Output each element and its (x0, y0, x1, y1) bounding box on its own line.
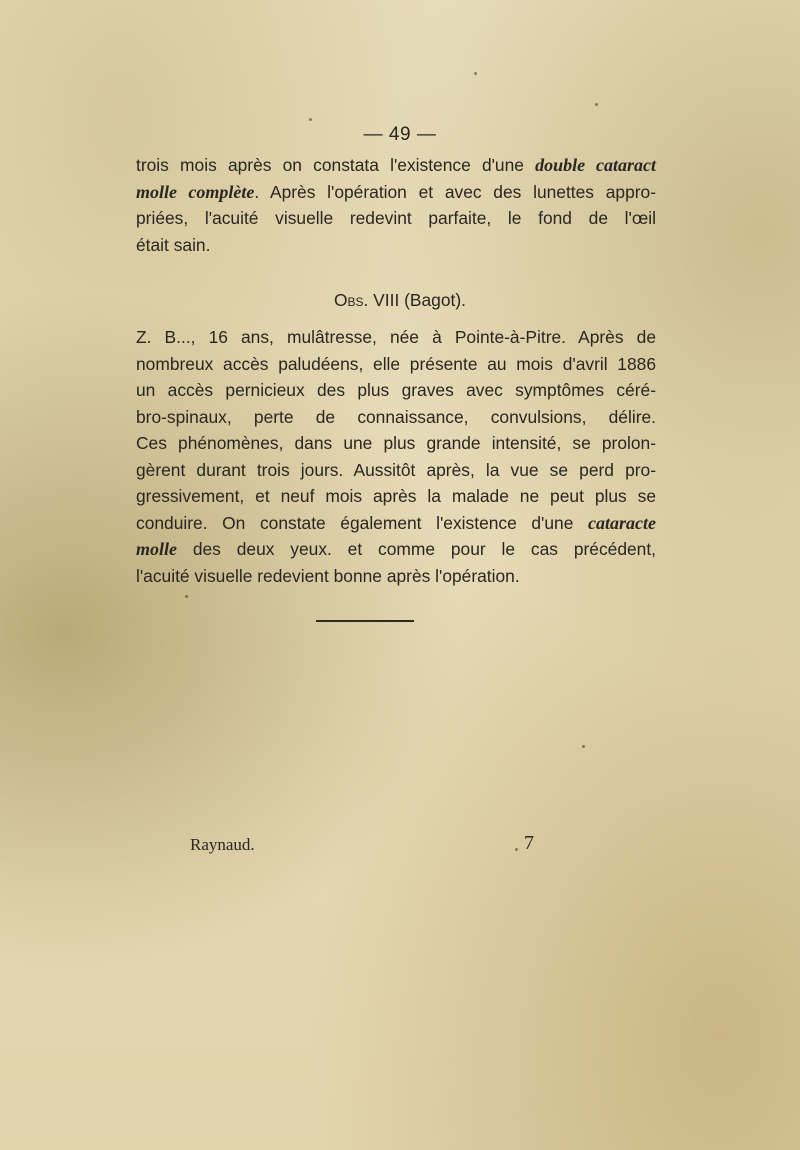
signature-number: 7 (524, 832, 534, 854)
text-line: gèrent durant trois jours. Aussitôt après, la vue se perd pro- (136, 459, 656, 480)
scan-speck (595, 103, 598, 106)
scan-speck (185, 595, 188, 598)
observation-label: Obs. VIII (333, 290, 400, 310)
footer-author: Raynaud. (190, 835, 255, 854)
scan-speck (474, 72, 477, 75)
text-line: priées, l'acuité visuelle redevint parfaite, le fond de l'œil (136, 208, 656, 228)
scan-speck (309, 118, 312, 121)
text-line: était sain. (136, 234, 211, 255)
section-divider (316, 620, 414, 622)
text-line: conduire. On constate également l'existence d'une cataracte (136, 512, 656, 533)
scan-speck (515, 848, 518, 851)
text-line: molle complète. Après l'opération et avec des lunettes appro- (136, 181, 656, 202)
text-line: Z. B..., 16 ans, mulâtresse, née à Pointe-à-Pitre. Après de (136, 327, 656, 347)
page-number: — 49 — (363, 124, 437, 145)
continuation-paragraph (136, 152, 656, 258)
italic-term: molle complète (136, 181, 255, 202)
observation-paragraph (136, 324, 656, 589)
text-line: un accès pernicieux des plus graves avec symptômes céré- (136, 380, 656, 400)
italic-term: cataracte (588, 512, 656, 533)
text-line: nombreux accès paludéens, elle présente au mois d'avril 1886 (136, 353, 656, 374)
text-line: bro-spinaux, perte de connaissance, convulsions, délire. (136, 406, 656, 427)
italic-term: double cataract (535, 155, 656, 175)
text-line: gressivement, et neuf mois après la malade ne peut plus se (136, 486, 656, 506)
italic-term: molle (136, 539, 177, 559)
scan-speck (582, 745, 585, 748)
text-line: molle des deux yeux. et comme pour le cas précédent, (136, 539, 656, 559)
text-line: trois mois après on constata l'existence d'une double cataract (136, 155, 656, 175)
observation-heading (0, 290, 800, 311)
text-line: l'acuité visuelle redevient bonne après l'opération. (136, 565, 520, 586)
text-line: Ces phénomènes, dans une plus grande intensité, se prolon- (136, 433, 656, 453)
observation-source: (Bagot). (404, 290, 466, 310)
